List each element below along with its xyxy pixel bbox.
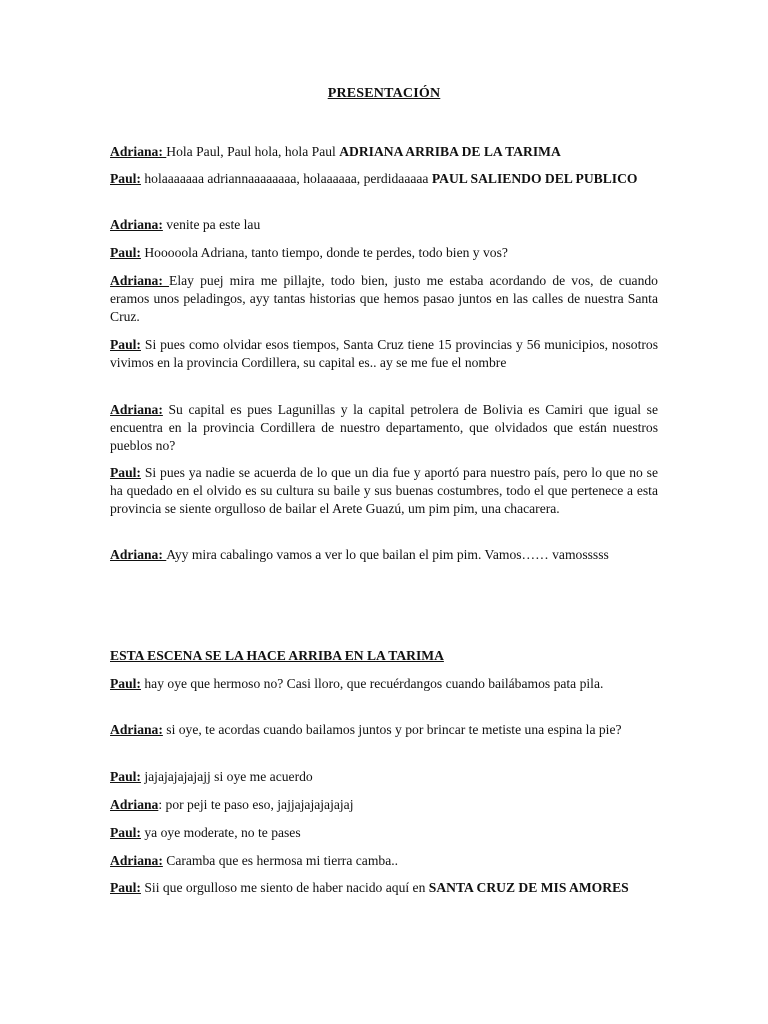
line-text: Sii que orgulloso me siento de haber nacido aquí en bbox=[140, 880, 429, 895]
line-text: Hooooola Adriana, tanto tiempo, donde te perdes, todo bien y vos? bbox=[140, 245, 508, 260]
speaker-name: Adriana: bbox=[110, 853, 163, 868]
speaker-name: Paul: bbox=[110, 465, 141, 480]
dialogue-line bbox=[110, 336, 658, 372]
speaker-name: Paul: bbox=[110, 245, 141, 260]
line-text: Si pues como olvidar esos tiempos, Santa Cruz tiene 15 provincias y 56 municipios, nosotros vivimos en la provincia Cordillera, su capital es.. ay se me fue el nombre bbox=[110, 337, 658, 370]
speaker-name: Adriana bbox=[110, 797, 159, 812]
line-text: jajajajajajajj si oye me acuerdo bbox=[140, 769, 313, 784]
dialogue-line bbox=[110, 768, 658, 786]
dialogue-line bbox=[110, 464, 658, 518]
speaker-name: Paul: bbox=[110, 676, 141, 691]
stage-direction: ADRIANA ARRIBA DE LA TARIMA bbox=[339, 144, 561, 159]
dialogue-line bbox=[110, 824, 658, 842]
line-text: Ayy mira cabalingo vamos a ver lo que bailan el pim pim. Vamos…… vamosssss bbox=[166, 547, 609, 562]
line-text: holaaaaaaa adriannaaaaaaaa, holaaaaaa, perdidaaaaa bbox=[140, 171, 432, 186]
scene-heading: ESTA ESCENA SE LA HACE ARRIBA EN LA TARIMA bbox=[110, 648, 444, 663]
dialogue-line bbox=[110, 675, 658, 693]
dialogue-line bbox=[110, 546, 658, 564]
stage-direction: SANTA CRUZ DE MIS AMORES bbox=[428, 880, 629, 895]
dialogue-line bbox=[110, 879, 658, 897]
line-text: Si pues ya nadie se acuerda de lo que un dia fue y aportó para nuestro país, pero lo que no se ha quedado en el olvido es su cultura su baile y sus buenas costumbres, todo el que pertenece a esta provincia se siente orgulloso de bailar el Arete Guazú, um pim pim, una chacarera. bbox=[110, 465, 658, 516]
line-text: ya oye moderate, no te pases bbox=[140, 825, 301, 840]
dialogue-line bbox=[110, 216, 658, 234]
speaker-name: Paul: bbox=[110, 769, 141, 784]
dialogue-line bbox=[110, 852, 658, 870]
line-text: venite pa este lau bbox=[162, 217, 261, 232]
speaker-name: Paul: bbox=[110, 880, 141, 895]
dialogue-line bbox=[110, 244, 658, 262]
dialogue-line bbox=[110, 721, 658, 739]
speaker-name: Adriana: bbox=[110, 217, 163, 232]
dialogue-line bbox=[110, 143, 658, 161]
dialogue-line bbox=[110, 401, 658, 455]
speaker-name: Adriana: bbox=[110, 273, 170, 288]
document-title: PRESENTACIÓN bbox=[327, 86, 441, 101]
speaker-name: Adriana: bbox=[110, 722, 163, 737]
speaker-name: Paul: bbox=[110, 825, 141, 840]
dialogue-line bbox=[110, 796, 658, 814]
line-text: Su capital es pues Lagunillas y la capital petrolera de Bolivia es Camiri que igual se encuentra en la provincia Cordillera de nuestro departamento, que olvidados que están nuestros pueblos no? bbox=[110, 402, 658, 453]
line-text: hay oye que hermoso no? Casi lloro, que recuérdangos cuando bailábamos pata pila. bbox=[140, 676, 604, 691]
speaker-name: Paul: bbox=[110, 337, 141, 352]
line-text: Caramba que es hermosa mi tierra camba.. bbox=[162, 853, 399, 868]
speaker-name: Adriana: bbox=[110, 402, 163, 417]
line-text: Elay puej mira me pillajte, todo bien, justo me estaba acordando de vos, de cuando eramos unos peladingos, ayy tantas historias que hemos pasao juntos en las calles de nuestra Santa Cruz. bbox=[110, 273, 658, 324]
line-text: Hola Paul, Paul hola, hola Paul bbox=[166, 144, 340, 159]
speaker-name: Paul: bbox=[110, 171, 141, 186]
dialogue-line bbox=[110, 272, 658, 326]
speaker-name: Adriana: bbox=[110, 144, 167, 159]
stage-direction: PAUL SALIENDO DEL PUBLICO bbox=[431, 171, 638, 186]
dialogue-line bbox=[110, 170, 658, 188]
speaker-name: Adriana: bbox=[110, 547, 167, 562]
line-text: si oye, te acordas cuando bailamos juntos y por brincar te metiste una espina la pie? bbox=[162, 722, 622, 737]
line-text: : por peji te paso eso, jajjajajajajajaj bbox=[158, 797, 354, 812]
